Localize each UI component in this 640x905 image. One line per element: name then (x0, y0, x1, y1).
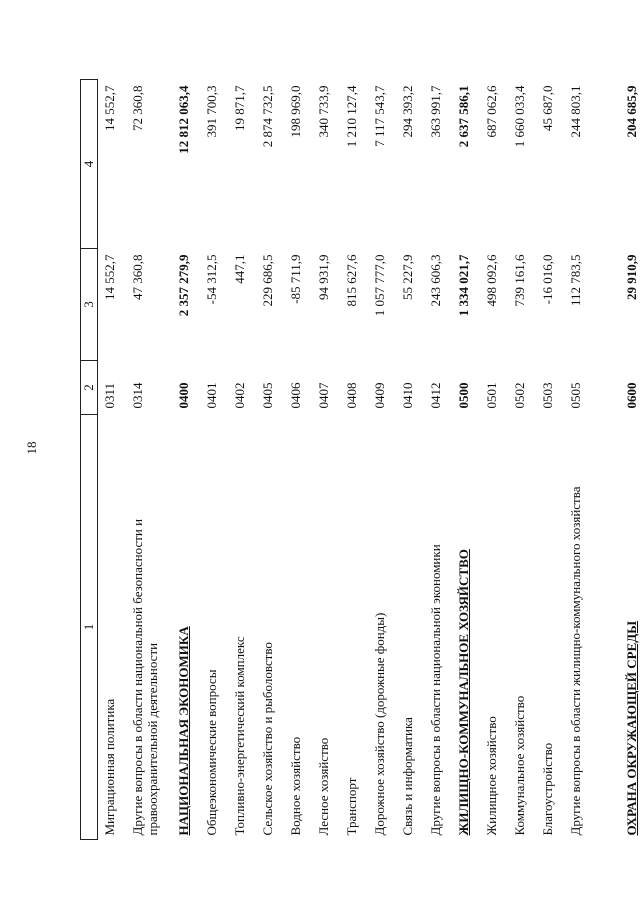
table-row (564, 80, 610, 840)
row-col3: -85 711,9 (288, 254, 303, 304)
row-name: Жилищное хозяйство (484, 716, 499, 836)
row-col3: 739 161,6 (512, 254, 527, 307)
table-row (256, 80, 284, 840)
header-col-4: 4 (81, 80, 98, 249)
row-name: НАЦИОНАЛЬНАЯ ЭКОНОМИКА (176, 626, 191, 836)
row-col3: 29 910,9 (624, 254, 639, 300)
row-code: 0407 (316, 382, 331, 409)
table-row (98, 80, 127, 840)
row-col4: 19 871,7 (232, 85, 247, 131)
row-name: Водное хозяйство (288, 736, 303, 836)
row-col4: 198 969,0 (288, 85, 303, 138)
row-name: Сельское хозяйство и рыболовство (260, 642, 275, 836)
table-row (508, 80, 536, 840)
row-col4: 294 393,2 (400, 85, 415, 138)
row-col4: 391 700,3 (204, 85, 219, 138)
row-col3: 2 357 279,9 (176, 254, 191, 317)
row-col4: 7 117 543,7 (372, 85, 387, 147)
header-col-2: 2 (81, 361, 98, 415)
table-row (126, 80, 172, 840)
row-col4: 2 637 586,1 (456, 85, 471, 148)
row-col4: 1 660 033,4 (512, 85, 527, 148)
row-col4: 687 062,6 (484, 85, 499, 138)
table-row (200, 80, 228, 840)
row-col3: -54 312,5 (204, 254, 219, 305)
row-name: Коммунальное хозяйство (512, 695, 527, 836)
row-code: 0400 (176, 382, 191, 409)
row-name: Топливно-энергетический комплекс (232, 636, 247, 836)
table-row (312, 80, 340, 840)
row-col4: 1 210 127,4 (344, 85, 359, 148)
row-name: Другие вопросы в области национальной экономики (428, 544, 443, 836)
row-code: 0409 (372, 382, 387, 409)
row-col3: 112 783,5 (568, 254, 583, 307)
table-row (228, 80, 256, 840)
row-code: 0501 (484, 382, 499, 409)
rotated-page-content (80, 80, 639, 840)
row-col3: 14 552,7 (102, 254, 117, 300)
row-name: Общеэкономические вопросы (204, 669, 219, 836)
row-col4: 244 803,1 (568, 85, 583, 138)
row-col4: 2 874 732,5 (260, 85, 275, 148)
row-col4: 14 552,7 (102, 85, 117, 131)
row-col4: 340 733,9 (316, 85, 331, 138)
row-name: ОХРАНА ОКРУЖАЮЩЕЙ СРЕДЫ (624, 621, 639, 836)
row-col4: 45 687,0 (540, 85, 555, 131)
row-name: Лесное хозяйство (316, 737, 331, 836)
row-col3: 1 057 777,0 (372, 254, 387, 317)
row-col3: 447,1 (232, 254, 247, 284)
page-number: 18 (24, 441, 39, 455)
header-col-1: 1 (81, 415, 98, 840)
table-row (424, 80, 452, 840)
row-code: 0600 (624, 382, 639, 409)
row-col3: -16 016,0 (540, 254, 555, 305)
row-code: 0503 (540, 382, 555, 409)
row-name: Благоустройство (540, 742, 555, 836)
row-code: 0311 (102, 382, 117, 409)
table-row (284, 80, 312, 840)
row-name: Дорожное хозяйство (дорожные фонды) (372, 612, 387, 836)
row-code: 0405 (260, 382, 275, 409)
table-row (396, 80, 424, 840)
row-col3: 229 686,5 (260, 254, 275, 307)
table-row (536, 80, 564, 840)
row-col3: 815 627,6 (344, 254, 359, 307)
table-row (452, 80, 480, 840)
row-col4: 204 685,9 (624, 85, 639, 138)
table-row (480, 80, 508, 840)
table-row (368, 80, 396, 840)
row-name: Связь и информатика (400, 717, 415, 836)
row-col3: 47 360,8 (130, 254, 145, 300)
row-code: 0505 (568, 382, 583, 409)
row-name: Миграционная политика (102, 698, 117, 836)
row-col3: 498 092,6 (484, 254, 499, 307)
row-col4: 12 812 063,4 (176, 85, 191, 154)
row-code: 0314 (130, 382, 145, 409)
row-code: 0402 (232, 382, 247, 409)
row-col4: 363 991,7 (428, 85, 443, 138)
row-code: 0408 (344, 382, 359, 409)
row-col3: 94 931,9 (316, 254, 331, 300)
table-row (610, 80, 640, 840)
row-code: 0502 (512, 382, 527, 409)
table-row (172, 80, 200, 840)
row-col3: 1 334 021,7 (456, 254, 471, 317)
row-name: ЖИЛИЩНО-КОММУНАЛЬНОЕ ХОЗЯЙСТВО (456, 549, 471, 836)
row-name: Транспорт (344, 777, 359, 836)
row-name: Другие вопросы в области национальной безопасности и правоохранительной деятельности (130, 518, 160, 836)
row-name: Другие вопросы в области жилищно-коммунального хозяйства (568, 486, 583, 836)
row-code: 0410 (400, 382, 415, 409)
table-header-row (81, 80, 98, 840)
row-code: 0412 (428, 382, 443, 409)
row-code: 0401 (204, 382, 219, 409)
row-code: 0406 (288, 382, 303, 409)
row-col3: 55 227,9 (400, 254, 415, 300)
budget-table (80, 79, 640, 840)
row-code: 0500 (456, 382, 471, 409)
row-col4: 72 360,8 (130, 85, 145, 131)
header-col-3: 3 (81, 249, 98, 361)
table-row (340, 80, 368, 840)
row-col3: 243 606,3 (428, 254, 443, 307)
